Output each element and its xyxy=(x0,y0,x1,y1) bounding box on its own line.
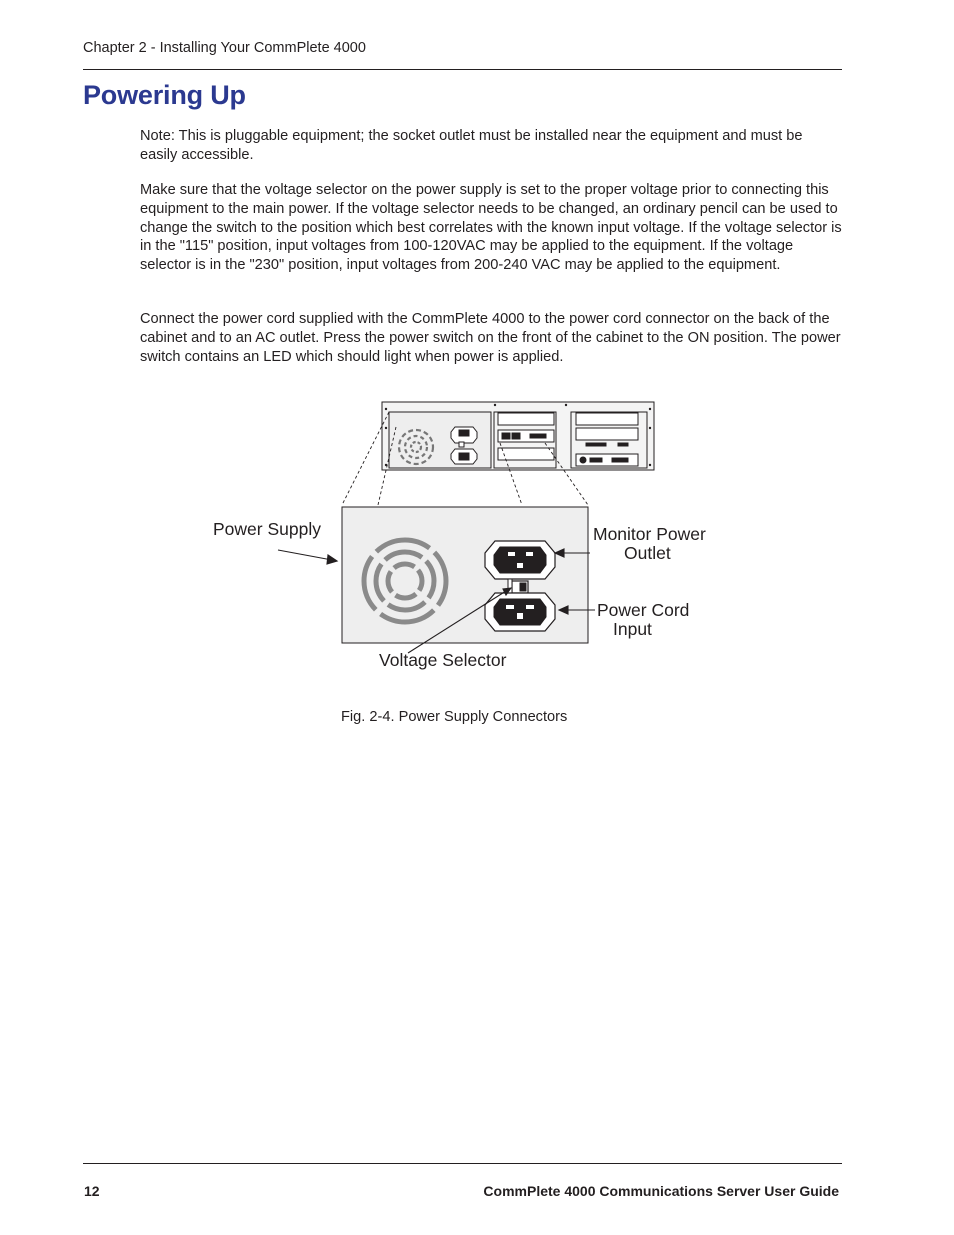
page-title: Powering Up xyxy=(83,80,246,110)
voltage-selector-paragraph: Make sure that the voltage selector on the power supply is set to the proper voltage prior to connecting this equipment to the main power. If the voltage selector needs to be changed, an ordinary pencil can be used to change the switch to the position which best correlates with the known input voltage. If the voltage selector is in the "115" position, input voltages from 100-120VAC may be applied to the equipment. If the voltage selector is in the "230" position, input voltages from 200-240 VAC may be applied to the equipment. xyxy=(140,182,842,274)
running-head: Chapter 2 - Installing Your CommPlete 4000 xyxy=(83,40,366,56)
label-power-cord-input: Input xyxy=(613,619,652,639)
power-cord-input-icon xyxy=(485,593,555,631)
label-voltage-selector: Voltage Selector xyxy=(379,650,507,670)
label-monitor-outlet: Outlet xyxy=(624,543,671,563)
note-paragraph: Note: This is pluggable equipment; the socket outlet must be installed near the equipment and must be easily accessible. xyxy=(140,128,803,163)
footer-rule xyxy=(83,1163,842,1164)
power-supply-panel xyxy=(342,507,588,643)
cabinet-back-overview xyxy=(382,402,654,470)
monitor-outlet-icon xyxy=(485,541,555,579)
label-monitor-power: Monitor Power xyxy=(593,524,706,544)
header-rule xyxy=(83,69,842,70)
power-supply-figure xyxy=(200,395,740,685)
power-cord-paragraph: Connect the power cord supplied with the CommPlete 4000 to the power cord connector on the back of the cabinet and to an AC outlet. Press the power switch on the front of the cabinet to the ON position. The power switch contains an LED which should light when power is applied. xyxy=(140,311,841,365)
label-power-cord: Power Cord xyxy=(597,600,690,620)
page-number: 12 xyxy=(84,1183,100,1199)
figure-caption: Fig. 2-4. Power Supply Connectors xyxy=(341,709,568,725)
label-power-supply: Power Supply xyxy=(213,519,321,539)
footer-guide-title: CommPlete 4000 Communications Server User Guide xyxy=(483,1183,839,1199)
